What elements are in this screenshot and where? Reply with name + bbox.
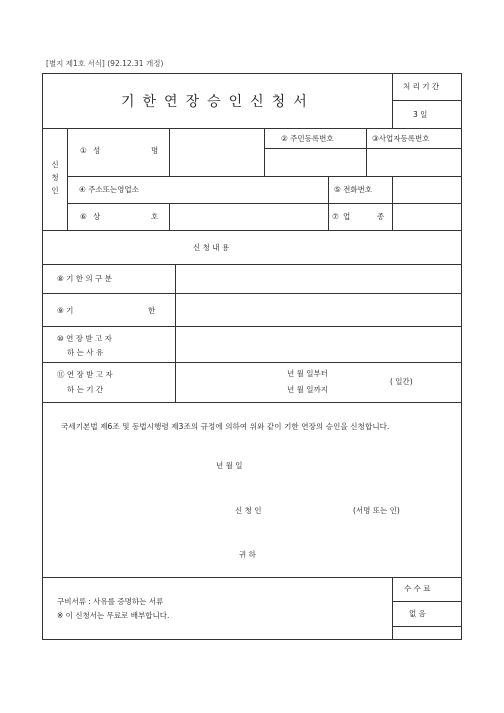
form-title: 기한연장승인신청서 [121, 94, 315, 110]
business-type-label-end: 종 [377, 212, 385, 221]
extension-reason-label-2: 하 는 사 유 [67, 348, 104, 357]
name-number: ① [80, 146, 87, 155]
deadline-type-label: ⑧ 기 한 의 구 분 [57, 274, 112, 283]
processing-period-label: 처 리 기 간 [403, 82, 440, 91]
business-type-label: 업 [343, 212, 351, 221]
deadline-label: ⑨ 기 [57, 306, 74, 315]
declaration-text: 국세기본법 제6조 및 동법시행령 제3조의 규정에 의하여 위와 같이 기한 연장의 승인을 신청합니다. [61, 422, 390, 431]
resident-number-label: ② 주민등록번호 [281, 134, 334, 143]
deadline-label-end: 한 [148, 306, 156, 315]
recipient-label: 귀 하 [239, 550, 256, 559]
processing-period-value: 3 일 [413, 110, 428, 119]
trade-name-label-end: 호 [151, 212, 159, 221]
signature-note: (서명 또는 인) [353, 506, 400, 515]
fee-label: 수 수 료 [404, 584, 431, 593]
extension-reason-label-1: ⑩ 연 장 받 고 자 [57, 334, 112, 343]
name-label: 성 [93, 146, 101, 155]
extension-period-label-2: 하 는 기 간 [67, 385, 104, 394]
application-date: 년 월 일 [216, 461, 243, 470]
free-distribution-note: ※ 이 신청서는 무료로 배부합니다. [57, 611, 170, 620]
trade-name-number: ⑥ [80, 212, 87, 221]
extension-days: ( 일간) [390, 377, 413, 386]
business-type-number: ⑦ [332, 212, 339, 221]
application-form [42, 73, 462, 640]
name-label-end: 명 [151, 146, 159, 155]
address-label: ④ 주소또는영업소 [79, 185, 139, 194]
required-documents: 구비서류 : 사유를 증명하는 서류 [57, 597, 164, 606]
content-header: 신 청 내 용 [193, 243, 230, 252]
extension-period-label-1: ⑪ 연 장 받 고 자 [57, 370, 113, 379]
business-number-label: ③사업자등록번호 [372, 134, 430, 143]
phone-label: ⑤ 전화번호 [334, 185, 373, 194]
applicant-signature-label: 신 청 인 [235, 506, 262, 515]
trade-name-label: 상 [93, 212, 101, 221]
extension-from-date: 년 월 일부터 [287, 369, 328, 378]
fee-value: 없 음 [409, 609, 426, 618]
extension-to-date: 년 월 일까지 [287, 385, 328, 394]
applicant-side-label: 신 청 인 [51, 160, 59, 195]
form-number: [별지 제1호 서식] (92.12.31 개정) [46, 59, 164, 68]
